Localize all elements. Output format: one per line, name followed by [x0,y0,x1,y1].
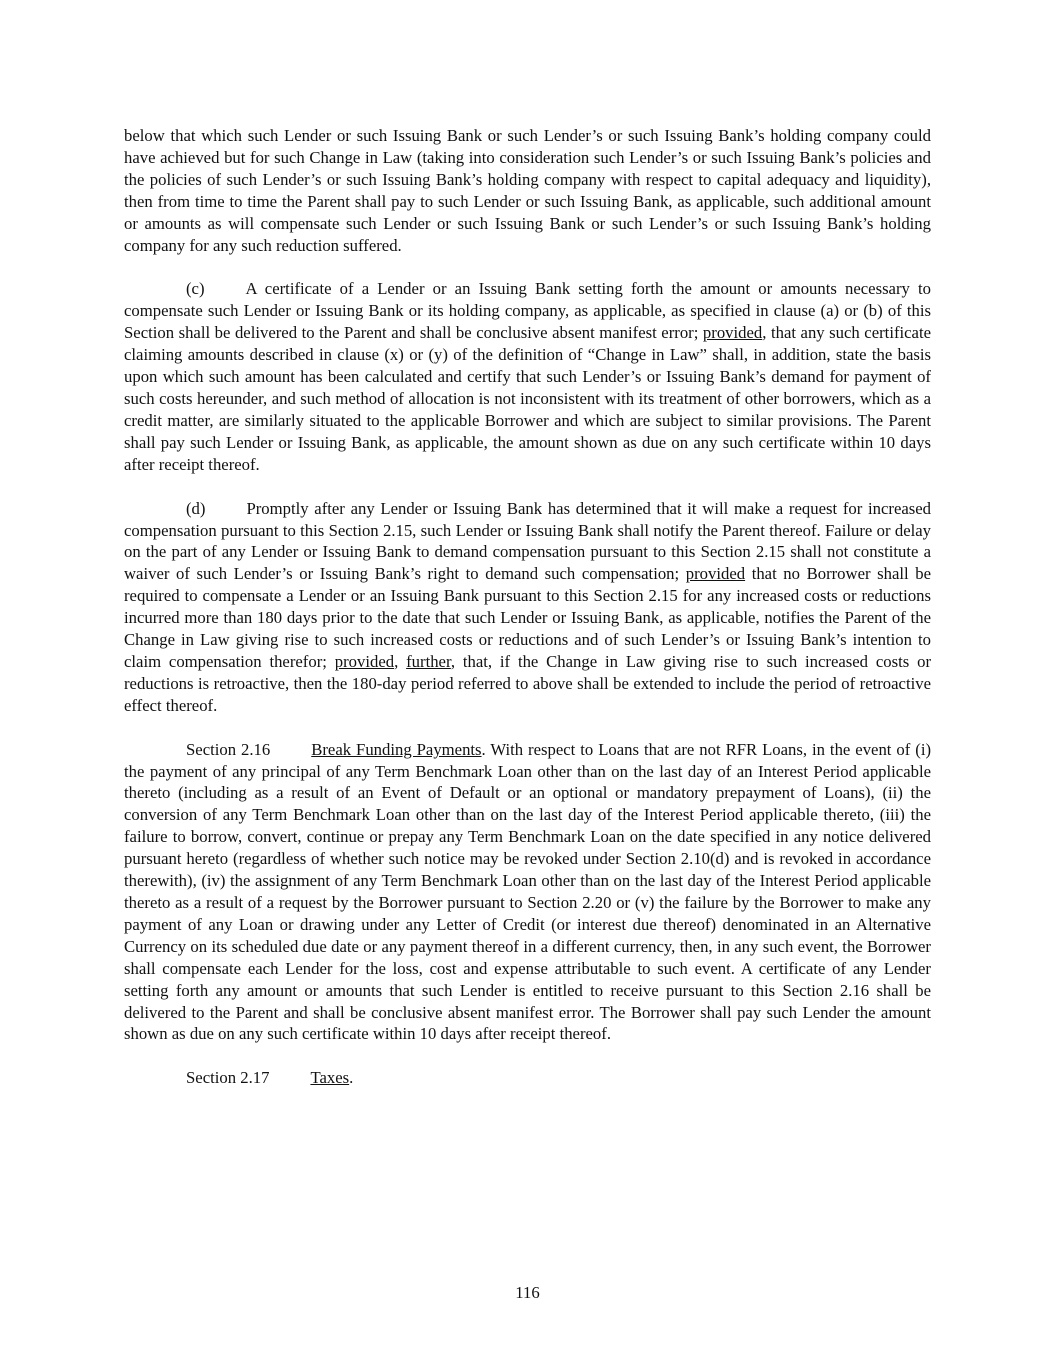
period: . [349,1068,354,1088]
paragraph-text: Promptly after any Lender or Issuing Bank has determined that it will make a request for increased compensation pursuant to this Section 2.15, such Lender or Issuing Bank shall notify the Parent thereof. Failure or delay on the part of any Lender or Issuing Bank to demand compensation pursuant to this Section 2.15 shall not constitute a waiver of such Lender’s or Issuing Bank’s right to demand such compensation; [124,498,931,584]
paragraph-text: . With respect to Loans that are not RFR Loans, in the event of (i) the payment of any principal of any Term Benchmark Loan other than on the last day of an Interest Period applicable thereto (including as a result of an Event of Default or an optional or mandatory prepayment of Loans), (ii) the conversion of any Term Benchmark Loan other than on the last day of the Interest Period applicable thereto, (iii) the failure to borrow, convert, continue or prepay any Term Benchmark Loan on the date specified in any notice delivered pursuant hereto (regardless of whether such notice may be revoked under Section 2.10(d) and is revoked in accordance therewith), (iv) the assignment of any Term Benchmark Loan other than on the last day of the Interest Period applicable thereto as a result of a request by the Borrower pursuant to Section 2.20 or (v) the failure by the Borrower to make any payment of any Loan or drawing under any Letter of Credit (or interest due thereof) denominated in an Alternative Currency on its scheduled due date or any payment thereof in a different currency, then, in any such event, the Borrower shall compensate each Lender for the loss, cost and expense attributable to such event. A certificate of any Lender setting forth any amount or amounts that such Lender is entitled to receive pursuant to this Section 2.16 shall be delivered to the Parent and shall be conclusive absent manifest error. The Borrower shall pay such Lender the amount shown as due on any such certificate within 10 days after receipt thereof. [124,739,932,1044]
clause-label-d: (d) [186,498,206,518]
section-number: Section 2.16 [186,739,271,759]
section-title: Taxes [310,1068,350,1088]
further-term: further [406,651,451,671]
paragraph-text: below that which such Lender or such Issuing Bank or such Lender’s or such Issuing Bank’s holding company could have achieved but for such Change in Law (taking into consideration such Lender’s or such Issuing Bank’s policies and the policies of such Lender’s or such Issuing Bank’s holding company with respect to capital adequacy and liquidity), then from time to time the Parent shall pay to such Lender or such Issuing Bank, as applicable, such additional amount or amounts as will compensate such Lender or such Issuing Bank or such Lender’s or such Issuing Bank’s holding company for any such reduction suffered. [124,126,931,255]
paragraph-text: that no Borrower shall be required to compensate a Lender or an Issuing Bank pursuant to this Section 2.15 for any increased costs or reductions incurred more than 180 days prior to the date that such Lender or Issuing Bank, as applicable, notifies the Parent of the Change in Law giving rise to such increased costs or reductions and of such Lender’s or Issuing Bank’s intention to claim compensation therefor; [124,564,932,671]
provided-term: provided [685,564,746,584]
section-title: Break Funding Payments [311,739,482,759]
section-2-16 [124,739,931,1046]
section-number: Section 2.17 [186,1068,270,1088]
paragraph-text: A certificate of a Lender or an Issuing Bank setting forth the amount or amounts necessary to compensate such Lender or Issuing Bank or its holding company, as applicable, as specified in clause (a) or (b) of this Section shall be delivered to the Parent and shall be conclusive absent manifest error; [124,279,931,343]
paragraph-text: , that, if the Change in Law giving rise to such increased costs or reductions is retroactive, then the 180-day period referred to above shall be extended to include the period of retroactive effect thereof. [124,651,932,715]
provided-term: provided [702,323,763,343]
paragraph-text: , that any such certificate claiming amounts described in clause (x) or (y) of the definition of “Change in Law” shall, in addition, state the basis upon which such amount has been calculated and certify that such Lender’s or Issuing Bank’s demand for payment of such costs hereunder, and such method of allocation is not inconsistent with its treatment of other borrowers, which as a credit matter, are similarly situated to the applicable Borrower and which are subject to similar provisions. The Parent shall pay such Lender or Issuing Bank, as applicable, the amount shown as due on any such certificate within 10 days after receipt thereof. [124,323,932,474]
document-page [124,125,931,1089]
comma: , [394,651,407,671]
section-2-17-heading [124,1067,931,1089]
page-number: 116 [515,1283,540,1302]
paragraph-d [124,498,931,717]
paragraph-b-continuation [124,125,931,256]
provided-term: provided [334,651,395,671]
paragraph-c [124,278,931,475]
clause-label-c: (c) [186,279,205,299]
